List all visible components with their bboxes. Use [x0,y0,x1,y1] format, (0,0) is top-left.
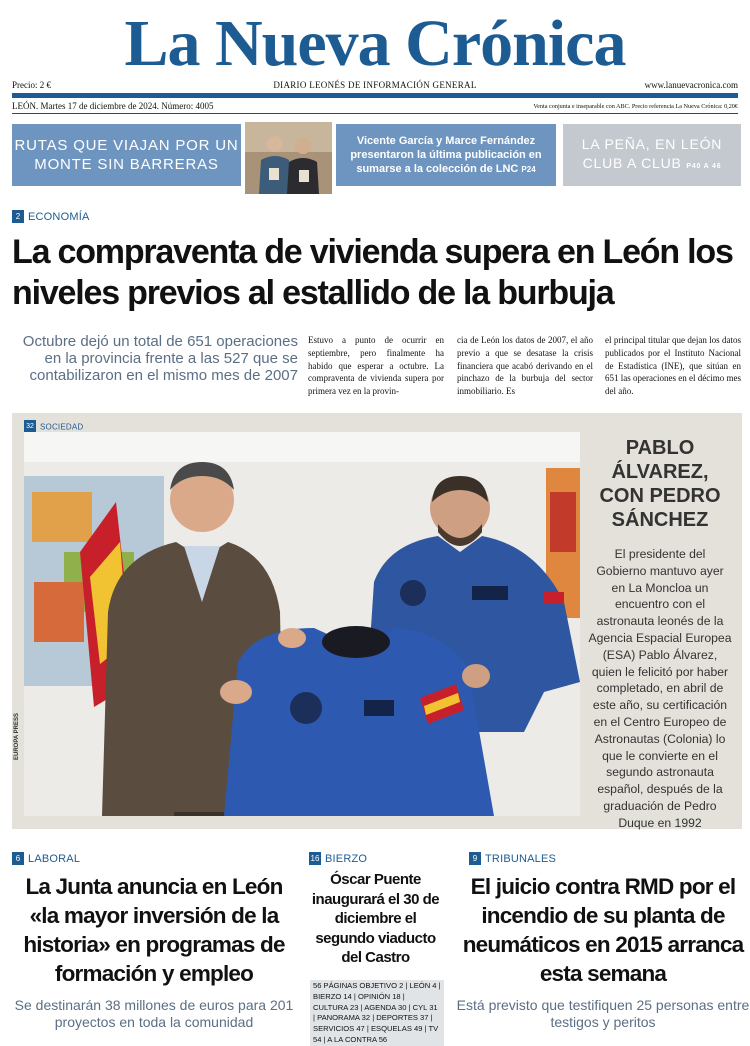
promo-photo[interactable] [245,122,332,194]
promo-publicacion-text: Vicente García y Marce Fernández presentaron la última publicación en sumarse a la colección de LNC P24 [350,134,542,175]
feature-photo[interactable] [24,432,580,816]
laboral-headline[interactable]: La Junta anuncia en León «la mayor inversión de la historia» en programas de formación y empleo [23,874,285,986]
section-page-number: 6 [12,852,24,865]
feature-headline[interactable]: PABLO ÁLVAREZ, CON PEDRO SÁNCHEZ [599,437,721,531]
promo-la-pena[interactable] [563,124,741,186]
lead-headline[interactable]: La compraventa de vivienda supera en León los niveles previos al estallido de la burbuja [12,233,733,312]
page-index[interactable]: 56 PÁGINAS OBJETIVO 2 | LEÓN 4 | BIERZO 14 | OPINIÓN 18 | CULTURA 23 | AGENDA 30 | CYL 31 | PANORAMA 32 | DEPORTES 37 | SERVICIOS 47 | ESQUELAS 49 | TV 54 | A LA CONTRA 56 [310,980,444,1046]
promo-photo-image [245,122,332,194]
feature-photo-image [24,432,580,816]
section-label: SOCIEDAD [40,422,84,432]
section-tag-bierzo[interactable] [309,850,367,868]
laboral-deck: Se destinarán 38 millones de euros para 201 proyectos en toda la comunidad [14,997,294,1030]
dateline: LEÓN. Martes 17 de diciembre de 2024. Número: 4005 [12,101,214,111]
lead-body-col2: cia de León los datos de 2007, el año previo a que se desatase la crisis financiera que acabó derivando en el pinchazo de la burbuja del sector inmobiliario. Es [457,335,593,397]
photo-credit: EUROPA PRESS [14,712,20,760]
section-label: TRIBUNALES [485,852,557,865]
sale-note: Venta conjunta e inseparable con ABC. Precio referencia La Nueva Crónica: 0,20€ [533,103,738,110]
section-tag-economia[interactable] [12,208,90,226]
price-label: Precio: 2 € [12,80,51,90]
section-page-number: 16 [310,854,320,864]
tribunales-deck: Está previsto que testifiquen 25 personas entre testigos y peritos [456,997,750,1030]
promo-rutas-text: RUTAS QUE VIAJAN POR UN MONTE SIN BARRERAS [14,137,239,173]
masthead-subtitle: DIARIO LEONÉS DE INFORMACIÓN GENERAL [273,80,477,90]
lead-deck: Octubre dejó un total de 651 operaciones en la provincia frente a las 527 que se contabilizaron en el mismo mes de 2007 [22,333,298,384]
newspaper-logo[interactable]: La Nueva Crónica [124,7,626,80]
section-tag-laboral[interactable] [12,850,80,868]
bierzo-headline[interactable]: Óscar Puente inaugurará el 30 de diciembre el segundo viaducto del Castro [311,871,440,966]
section-label: BIERZO [325,852,368,865]
tribunales-headline[interactable]: El juicio contra RMD por el incendio de su planta de neumáticos en 2015 arranca esta semana [462,874,744,986]
section-page-number: 9 [469,852,481,865]
section-page-number: 2 [12,210,24,223]
promo-publicacion[interactable] [336,124,556,186]
lead-body-col1: Estuvo a punto de ocurrir en septiembre, pero finalmente ha habido que esperar a octubre. La compraventa de vivienda supera por primera vez en la provin- [308,335,444,397]
section-page-number: 32 [24,420,36,433]
dateline-rule [12,113,738,114]
section-label: ECONOMÍA [28,210,90,223]
masthead-rule [12,93,738,98]
section-tag-tribunales[interactable] [469,850,556,868]
lead-body-col3: el principal titular que dejan los datos publicados por el Instituto Nacional de Estadística (INE), que sitúan en 651 las operaciones en el décimo mes del año. [605,335,741,397]
promo-rutas[interactable] [12,124,241,186]
website-link[interactable]: www.lanuevacronica.com [644,80,738,90]
feature-text: El presidente del Gobierno mantuvo ayer en La Moncloa un encuentro con el astronauta leonés de la Agencia Espacial Europea (ESA) Pablo Álvarez, quien le felicitó por haber completado, en abril de este año, su certificación en el Centro Europeo de Astronautas (Colonia) lo que le convierte en el segundo astronauta español, después de la graduación de Pedro Duque en 1992 [588,547,732,830]
promo-la-pena-text: LA PEÑA, EN LEÓN CLUB A CLUB P40 A 46 [581,135,723,171]
section-label: LABORAL [28,852,81,865]
